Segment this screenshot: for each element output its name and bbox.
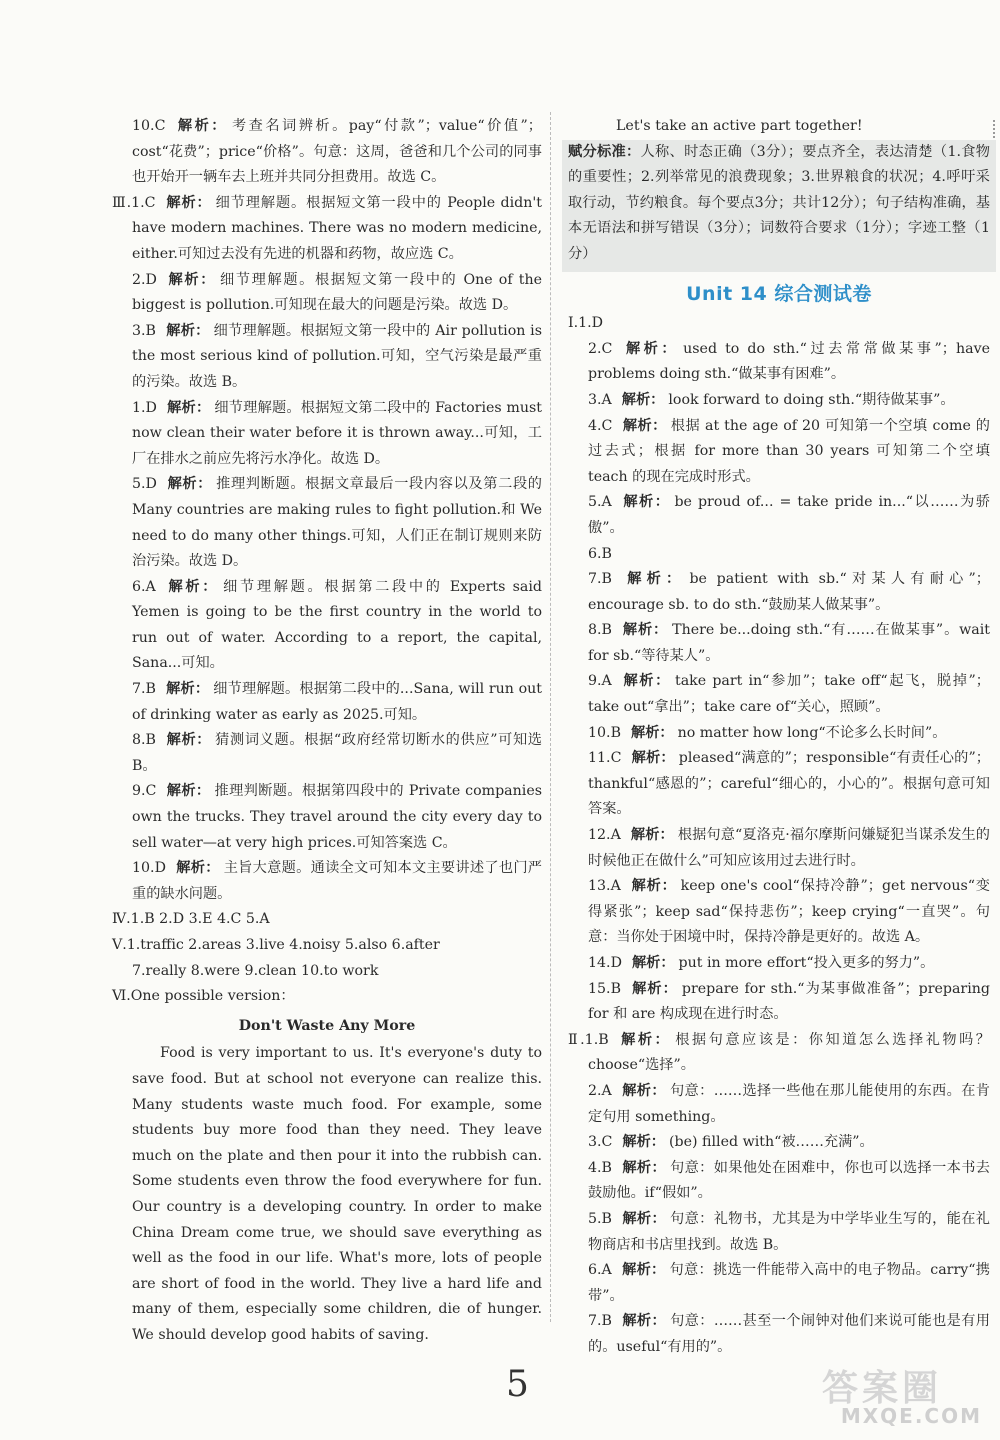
answer-number: 3.A xyxy=(588,391,612,408)
analysis-label: 解析： xyxy=(166,783,211,800)
right-answer-item xyxy=(568,1309,990,1360)
left-answer-item xyxy=(112,268,542,319)
analysis-text: keep one's cool“保持冷静”；get nervous“变得紧张”；keep sad“保持悲伤”；keep crying“一直哭”。句意：当你处于困境中时，保持冷静是更好的。故选 A。 xyxy=(588,878,990,946)
analysis-label: 解析： xyxy=(621,1313,667,1330)
right-answer-item xyxy=(568,337,990,388)
answer-number: 2.D xyxy=(132,271,157,288)
left-answer-item xyxy=(112,728,542,779)
analysis-text: 句意：挑选一件能带入高中的电子物品。carry“携带”。 xyxy=(588,1262,990,1304)
answer-number: 10.B xyxy=(588,724,621,741)
answer-number: Ⅳ.1.B 2.D 3.E 4.C 5.A xyxy=(112,911,270,928)
left-answer-item xyxy=(112,677,542,728)
edge-mark xyxy=(993,120,998,138)
right-answer-item xyxy=(568,1207,990,1258)
analysis-label: 解析： xyxy=(621,1082,666,1099)
answer-number: 7.B xyxy=(588,1313,612,1330)
answer-number: 5.A xyxy=(588,494,612,511)
left-answer-item xyxy=(112,933,542,959)
scoring-box xyxy=(562,140,996,272)
watermark-line2: MXQE.COM xyxy=(840,1404,982,1428)
left-answer-item xyxy=(112,396,542,473)
right-answer-item xyxy=(568,1258,990,1309)
watermark-logo xyxy=(782,1360,982,1430)
analysis-text: be proud of... = take pride in...“以……为骄傲”。 xyxy=(588,494,990,536)
answer-number: 6.B xyxy=(588,545,612,562)
analysis-label: 解析： xyxy=(165,578,220,595)
analysis-text: (be) filled with“被……充满”。 xyxy=(668,1134,874,1151)
analysis-label: 解析： xyxy=(621,1159,667,1176)
answer-number: Ⅵ.One possible version： xyxy=(112,988,295,1005)
analysis-label: 解析： xyxy=(165,681,210,698)
analysis-label: 解析： xyxy=(622,417,667,434)
analysis-label: 解析： xyxy=(621,673,671,690)
left-answer-item xyxy=(112,472,542,574)
right-answer-item xyxy=(568,669,990,720)
answer-number: 5.B xyxy=(588,1210,612,1227)
analysis-label: 解析： xyxy=(621,391,665,408)
analysis-label: 解析： xyxy=(165,322,210,339)
analysis-label: 解析： xyxy=(166,399,211,416)
analysis-text: 猜测词义题。根据“政府经常切断水的供应”可知选 B。 xyxy=(132,732,542,774)
right-answer-item xyxy=(568,1156,990,1207)
right-answer-item xyxy=(568,1079,990,1130)
answer-number: Ⅰ.1.D xyxy=(568,315,604,332)
right-answer-item xyxy=(568,874,990,951)
answer-number: Ⅲ.1.C xyxy=(112,194,156,211)
left-answer-item xyxy=(112,779,542,856)
left-answer-item xyxy=(112,856,542,907)
analysis-text: pleased“满意的”；responsible“有责任心的”；thankful“感恩的”；careful“细心的，小心的”。根据句意可知答案。 xyxy=(588,750,990,818)
analysis-text: 考查名词辨析。pay“付款”；value“价值”；cost“花费”；price“价格”。句意：这周，爸爸和几个公司的同事也开始开一辆车去上班并共同分担费用。故选 C。 xyxy=(132,118,542,186)
right-answer-item xyxy=(568,823,990,874)
right-answer-item xyxy=(568,618,990,669)
left-answer-item xyxy=(112,114,542,191)
analysis-text: 推理判断题。根据第四段中的 Private companies own the trucks. They travel around the city every day to sell water—at very high prices.可知答案选 C。 xyxy=(132,783,542,851)
analysis-label: 解析： xyxy=(166,271,217,288)
analysis-text: look forward to doing sth.“期待做某事”。 xyxy=(668,391,955,408)
answer-number: Ⅴ.1.traffic 2.areas 3.live 4.noisy 5.also 6.after xyxy=(112,937,440,953)
analysis-text: no matter how long“不论多么长时间”。 xyxy=(677,724,947,741)
essay-body: Food is very important to us. It's everyone's duty to save food. But at school not everyone can realize this. Many students waste much food. For example, some students buy more food than they need. They leave much on the plate and then pour it into the rubbish can. Some students even throw the food everywhere for fun. Our country is a developing country. In order to make China Dream come true, we should save everything as well as the food in our life. What's more, lots of people are short of food in the world. They live a hard life and many of them, especially some children, die of hunger. We should develop good habits of saving. xyxy=(132,1045,542,1343)
answer-number: 3.B xyxy=(132,322,156,339)
analysis-text: prepare for sth.“为某事做准备”；preparing for 和 are 构成现在进行时态。 xyxy=(588,980,990,1023)
right-answer-item xyxy=(568,542,990,568)
watermark-line1: 答案圈 xyxy=(821,1368,942,1409)
right-answer-item xyxy=(568,977,990,1028)
essay-closing: Let's take an active part together! xyxy=(616,118,863,134)
answer-number: 7.B xyxy=(588,571,612,588)
analysis-text: 根据句意“夏洛克·福尔摩斯问嫌疑犯当谋杀发生的时候他正在做什么”可知应该用过去进行时。 xyxy=(588,827,990,869)
answer-number: 6.A xyxy=(132,578,156,595)
analysis-text: 细节理解题。根据第二段中的 Experts said Yemen is going to be the first country in the world to run out of water. According to a report, the capital, Sana...可知。 xyxy=(132,578,542,672)
analysis-label: 解析： xyxy=(621,571,686,588)
right-answer-list xyxy=(568,311,990,1360)
analysis-label: 解析： xyxy=(622,340,680,357)
analysis-label: 解析： xyxy=(622,1134,665,1151)
answer-number: 10.D xyxy=(132,860,166,877)
analysis-label: 解析： xyxy=(621,494,671,511)
right-answer-item xyxy=(568,1130,990,1156)
analysis-label: 解析： xyxy=(166,476,213,493)
analysis-label: 解析： xyxy=(621,622,669,639)
analysis-text: used to do sth.“过去常常做某事”；have problems doing sth.“做某事有困难”。 xyxy=(588,340,990,383)
answer-number: 8.B xyxy=(588,622,612,639)
analysis-label: 解析： xyxy=(631,955,675,971)
answer-number: 5.D xyxy=(132,476,157,493)
analysis-text: 句意：……选择一些他在那儿能使用的东西。在肯定句用 something。 xyxy=(588,1082,990,1125)
answer-number: 12.A xyxy=(588,827,621,844)
scoring-label: 赋分标准： xyxy=(568,143,641,160)
analysis-text: 细节理解题。根据短文第一段中的 One of the biggest is pollution.可知现在最大的问题是污染。故选 D。 xyxy=(132,271,542,314)
left-answer-item xyxy=(112,959,542,985)
analysis-label: 解析： xyxy=(630,827,674,844)
right-answer-item xyxy=(568,311,990,337)
answer-number: 2.C xyxy=(588,340,613,357)
left-answer-item xyxy=(112,575,542,677)
answer-number: Ⅱ.1.B xyxy=(568,1031,609,1048)
analysis-label: 解析： xyxy=(618,1031,672,1048)
essay-title: Don't Waste Any More xyxy=(238,1017,416,1034)
analysis-text: 主旨大意题。通读全文可知本文主要讲述了也门严重的缺水问题。 xyxy=(132,860,542,902)
answer-number: 2.A xyxy=(588,1082,612,1099)
answer-number: 13.A xyxy=(588,878,621,895)
answer-number: 9.A xyxy=(588,673,612,690)
analysis-label: 解析： xyxy=(175,118,228,134)
right-answer-item xyxy=(568,388,990,414)
right-answer-item xyxy=(568,1028,990,1079)
left-column xyxy=(112,114,542,1349)
analysis-label: 解析： xyxy=(630,878,677,895)
answer-number: 4.B xyxy=(588,1159,612,1176)
answer-number: 15.B xyxy=(588,980,621,997)
analysis-text: be patient with sb.“对某人有耐心”；encourage sb. to do sth.“鼓励某人做某事”。 xyxy=(588,571,990,613)
unit-title: Unit 14 综合测试卷 xyxy=(686,282,872,305)
scoring-text xyxy=(568,140,990,268)
answer-number: 14.D xyxy=(588,955,622,971)
analysis-label: 解析： xyxy=(165,732,212,749)
analysis-label: 解析： xyxy=(621,1210,667,1227)
analysis-text: 根据 at the age of 20 可知第一个空填 come 的过去式；根据 for more than 30 years 可知第二个空填 teach 的现在完成时形式。 xyxy=(588,417,990,485)
left-answer-item xyxy=(112,191,542,268)
analysis-text: There be...doing sth.“有……在做某事”。wait for sb.“等待某人”。 xyxy=(588,622,990,664)
analysis-label: 解析： xyxy=(621,1262,666,1279)
analysis-text: take part in“参加”；take off“起飞，脱掉”；take out“拿出”；take care of“关心，照顾”。 xyxy=(588,673,990,716)
analysis-label: 解析： xyxy=(631,724,674,741)
analysis-text: 句意：如果他处在困难中，你也可以选择一本书去鼓励他。if“假如”。 xyxy=(588,1159,990,1202)
right-answer-item xyxy=(568,567,990,618)
right-answer-item xyxy=(568,746,990,823)
analysis-label: 解析： xyxy=(631,750,675,767)
right-column xyxy=(568,114,990,1361)
page-number-handwritten: 5 xyxy=(506,1364,529,1405)
analysis-text: 细节理解题。根据第二段中的...Sana, will run out of drinking water as early as 2025.可知。 xyxy=(132,681,542,723)
answer-number: 1.D xyxy=(132,399,157,416)
answer-number: 8.B xyxy=(132,732,156,749)
answer-number: 3.C xyxy=(588,1134,613,1151)
right-answer-item xyxy=(568,721,990,747)
analysis-text: put in more effort“投入更多的努力”。 xyxy=(678,955,935,971)
right-answer-item xyxy=(568,414,990,491)
scoring-body: 人称、时态正确（3分）；要点齐全，表达清楚（1.食物的重要性；2.列举常见的浪费现象；3.世界粮食的状况；4.呼吁采取行动，节约粮食。每个要点3分；共计12分）；句子结构准确，基本无语法和拼写错误（3分）；词数符合要求（1分）；字迹工整（1分） xyxy=(568,143,990,262)
answer-number: 7.really 8.were 9.clean 10.to work xyxy=(132,962,379,979)
analysis-text: 细节理解题。根据短文第一段中的 Air pollution is the most serious kind of pollution.可知，空气污染是最严重的污染。故选 B。 xyxy=(132,322,542,390)
answer-number: 11.C xyxy=(588,750,622,767)
analysis-text: 细节理解题。根据短文第一段中的 People didn't have modern machines. There was no modern medicine, either.可知过去没有先进的机器和药物，故应选 C。 xyxy=(132,194,542,262)
answer-number: 6.A xyxy=(588,1262,612,1279)
analysis-label: 解析： xyxy=(165,194,212,211)
analysis-text: 推理判断题。根据文章最后一段内容以及第二段的 Many countries are making rules to fight pollution.和 We need to do many other things.可知，人们正在制订规则来防治污染。故选 D。 xyxy=(132,476,542,570)
answer-number: 9.C xyxy=(132,783,157,800)
right-answer-item xyxy=(568,490,990,541)
answer-number: 7.B xyxy=(132,681,156,698)
column-divider xyxy=(550,112,551,1322)
analysis-text: 根据句意应该是：你知道怎么选择礼物吗？choose“选择”。 xyxy=(588,1031,990,1074)
analysis-text: 句意：礼物书，尤其是为中学毕业生写的，能在礼物商店和书店里找到。故选 B。 xyxy=(588,1210,990,1253)
left-answer-item xyxy=(112,984,542,1010)
analysis-label: 解析： xyxy=(631,980,678,997)
answer-number: 10.C xyxy=(132,118,166,134)
right-answer-item xyxy=(568,951,990,977)
left-answer-item xyxy=(112,319,542,396)
analysis-text: 句意：……甚至一个闹钟对他们来说可能也是有用的。useful“有用的”。 xyxy=(588,1313,990,1355)
left-answer-item xyxy=(112,907,542,933)
analysis-label: 解析： xyxy=(175,860,220,877)
answer-number: 4.C xyxy=(588,417,613,434)
analysis-text: 细节理解题。根据短文第二段中的 Factories must now clean their water before it is thrown away...可知，工厂在排水之前应先将污水净化。故选 D。 xyxy=(132,399,542,467)
